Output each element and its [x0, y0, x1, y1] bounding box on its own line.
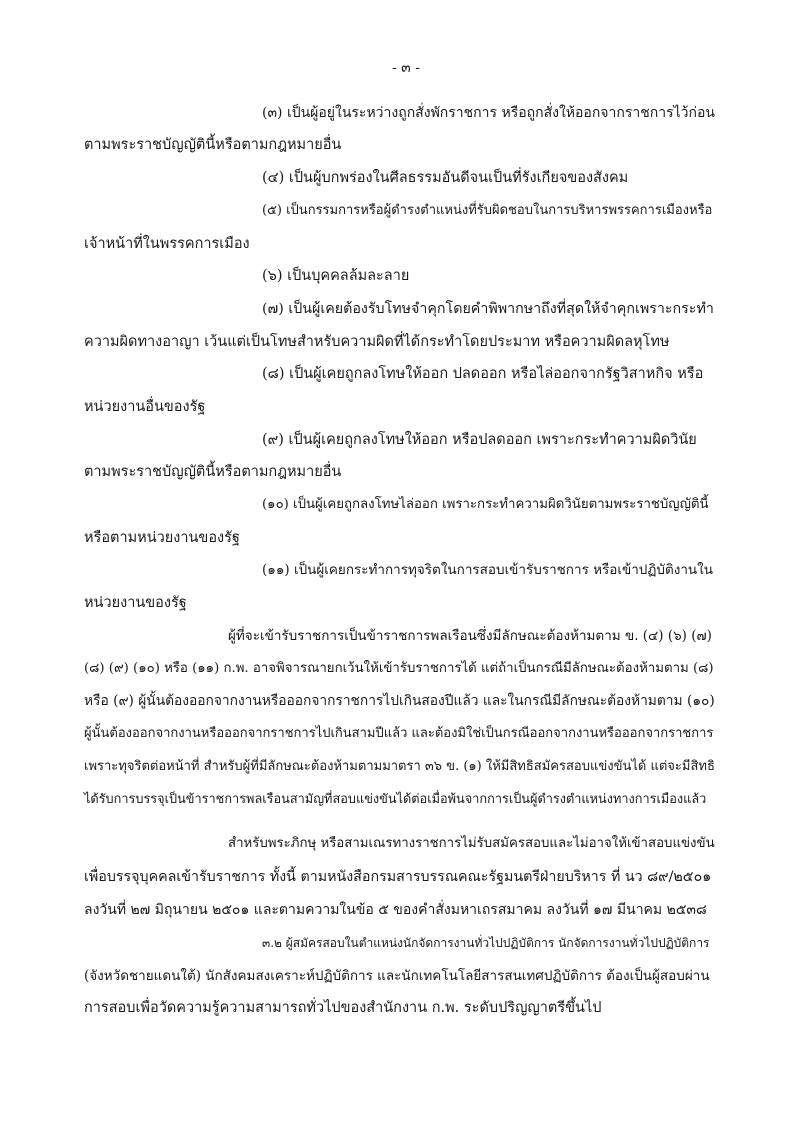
monk-paragraph-line-1: สำหรับพระภิกษุ หรือสามเณรทางราชการไม่รับสมัครสอบและไม่อาจให้เข้าสอบแข่งขัน [228, 836, 715, 851]
exemption-paragraph-line-5: เพราะทุจริตต่อหน้าที่ สำหรับผู้ที่มีลักษณะต้องห้ามตามมาตรา ๓๖ ข. (๑) ให้มีสิทธิสมัครสอบแข่งขันได้ แต่จะมีสิทธิ [84, 759, 715, 774]
item-9-line-2: ตามพระราชบัญญัตินี้หรือตามกฎหมายอื่น [84, 464, 342, 480]
item-3-line-1: (๓) เป็นผู้อยู่ในระหว่างถูกสั่งพักราชการ หรือถูกสั่งให้ออกจากราชการไว้ก่อน [262, 105, 715, 121]
item-7-line-2: ความผิดทางอาญา เว้นแต่เป็นโทษสำหรับความผิดที่ได้กระทำโดยประมาท หรือความผิดลหุโทษ [84, 334, 670, 350]
item-5-line-2: เจ้าหน้าที่ในพรรคการเมือง [84, 236, 250, 252]
item-5-line-1: (๕) เป็นกรรมการหรือผู้ดำรงตำแหน่งที่รับผิดชอบในการบริหารพรรคการเมืองหรือ [262, 203, 713, 218]
exemption-paragraph-line-2: (๘) (๙) (๑๐) หรือ (๑๑) ก.พ. อาจพิจารณายกเว้นให้เข้ารับราชการได้ แต่ถ้าเป็นกรณีมีลักษณะต้องห้ามตาม (๘) [84, 661, 714, 676]
item-9-line-1: (๙) เป็นผู้เคยถูกลงโทษให้ออก หรือปลดออก เพราะกระทำความผิดวินัย [262, 432, 697, 448]
monk-paragraph-line-3: ลงวันที่ ๒๗ มิถุนายน ๒๕๐๑ และตามความในข้อ ๕ ของคำสั่งมหาเถรสมาคม ลงวันที่ ๑๗ มีนาคม ๒๕๓๘ [84, 902, 707, 918]
exemption-paragraph-line-4: ผู้นั้นต้องออกจากงานหรือออกจากราชการไปเกินสามปีแล้ว และต้องมิใช่เป็นกรณีออกจากงานหรือออกจากราชการ [84, 726, 714, 741]
monk-paragraph-line-2: เพื่อบรรจุบุคคลเข้ารับราชการ ทั้งนี้ ตามหนังสือกรมสารบรรณคณะรัฐมนตรีฝ่ายบริหาร ที่ นว ๘๙/๒๕๐๑ [84, 869, 712, 885]
item-4-line-1: (๔) เป็นผู้บกพร่องในศีลธรรมอันดีจนเป็นที่รังเกียจของสังคม [262, 170, 629, 186]
item-10-line-1: (๑๐) เป็นผู้เคยถูกลงโทษไล่ออก เพราะกระทำความผิดวินัยตามพระราชบัญญัตินี้ [262, 497, 709, 512]
item-8-line-2: หน่วยงานอื่นของรัฐ [84, 399, 206, 415]
item-6-line-1: (๖) เป็นบุคคลล้มละลาย [262, 268, 410, 284]
section-3-2-line-2: (จังหวัดชายแดนใต้) นักสังคมสงเคราะห์ปฏิบัติการ และนักเทคโนโลยีสารสนเทศปฏิบัติการ ต้องเป็นผู้สอบผ่าน [84, 968, 710, 984]
item-3-line-2: ตามพระราชบัญญัตินี้หรือตามกฎหมายอื่น [84, 137, 342, 153]
item-11-line-1: (๑๑) เป็นผู้เคยกระทำการทุจริตในการสอบเข้ารับราชการ หรือเข้าปฏิบัติงานใน [262, 562, 713, 578]
item-10-line-2: หรือตามหน่วยงานของรัฐ [84, 530, 240, 546]
section-3-2-line-3: การสอบเพื่อวัดความรู้ความสามารถทั่วไปของสำนักงาน ก.พ. ระดับปริญญาตรีขึ้นไป [84, 1000, 602, 1016]
item-11-line-2: หน่วยงานของรัฐ [84, 595, 187, 611]
item-7-line-1: (๗) เป็นผู้เคยต้องรับโทษจำคุกโดยคำพิพากษาถึงที่สุดให้จำคุกเพราะกระทำ [262, 301, 714, 317]
exemption-paragraph-line-1: ผู้ที่จะเข้ารับราชการเป็นข้าราชการพลเรือนซึ่งมีลักษณะต้องห้ามตาม ข. (๔) (๖) (๗) [228, 628, 712, 644]
page-number: - ๓ - [392, 60, 420, 76]
item-8-line-1: (๘) เป็นผู้เคยถูกลงโทษให้ออก ปลดออก หรือไล่ออกจากรัฐวิสาหกิจ หรือ [262, 366, 704, 382]
section-3-2-line-1: ๓.๒ ผู้สมัครสอบในตำแหน่งนักจัดการงานทั่วไปปฏิบัติการ นักจัดการงานทั่วไปปฏิบัติการ [262, 936, 710, 950]
exemption-paragraph-line-6: ได้รับการบรรจุเป็นข้าราชการพลเรือนสามัญที่สอบแข่งขันได้ต่อเมื่อพ้นจากการเป็นผู้ดำรงตำแหน่งทางการเมืองแล้ว [84, 792, 707, 807]
exemption-paragraph-line-3: หรือ (๙) ผู้นั้นต้องออกจากงานหรือออกจากราชการไปเกินสองปีแล้ว และในกรณีมีลักษณะต้องห้ามตาม (๑๐) [84, 693, 715, 709]
